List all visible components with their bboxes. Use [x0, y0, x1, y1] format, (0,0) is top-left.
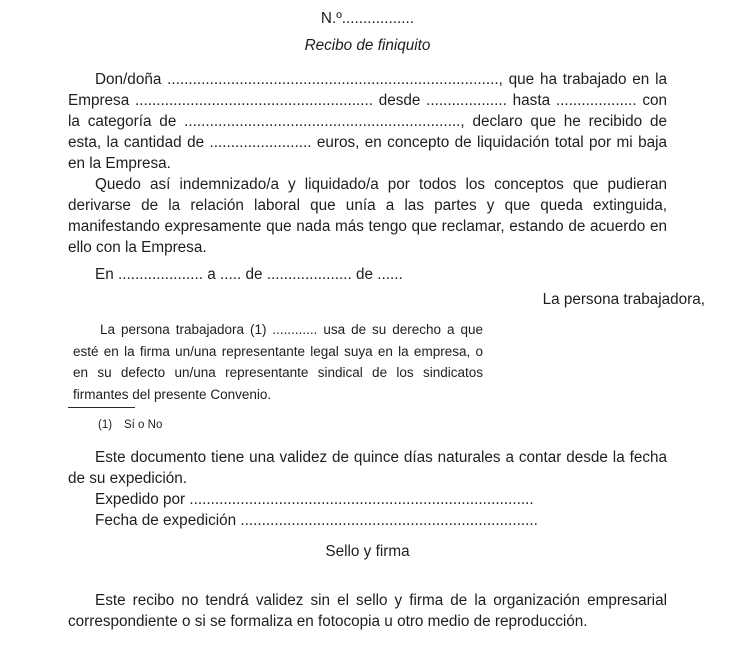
signer-label: La persona trabajadora,	[542, 291, 705, 308]
validity-paragraph: Este documento tiene una validez de quince días naturales a contar desde la fecha de su expedición.	[68, 449, 667, 487]
intro-paragraph: Don/doña .............................................................................., que ha trabajado en la Empresa ........................................................ desde ................... hasta ................... con la categoría de ................................................................., declaro que he recibido de esta, la cantidad de ........................ euros, en concepto de liquidación total por mi baja en la Empresa.	[68, 71, 667, 172]
representative-note: La persona trabajadora (1) ............ usa de su derecho a que esté en la firma un/una representante legal suya en la empresa, o en su defecto un/una representante sindical de los sindicatos firmantes del presente Convenio.	[73, 322, 483, 402]
footnote-marker: (1)	[98, 419, 113, 431]
document-number-line: N.º.................	[320, 10, 415, 27]
footnote-separator-rule	[68, 407, 135, 408]
settlement-paragraph: Quedo así indemnizado/a y liquidado/a por todos los conceptos que pudieran derivarse de la relación laboral que unía a las partes y que queda extinguida, manifestando expresamente que nada más tengo que reclamar, estando de acuerdo en ello con la Empresa.	[68, 176, 667, 256]
seal-heading: Sello y firma	[325, 543, 410, 560]
warning-paragraph: Este recibo no tendrá validez sin el sello y firma de la organización empresarial correspondiente o si se formaliza en fotocopia u otro medio de reproducción.	[68, 592, 667, 630]
issued-by-line: Expedido por .................................................................................	[95, 491, 534, 508]
place-date-line: En .................... a ..... de .................... de ......	[95, 266, 403, 283]
footnote	[68, 418, 667, 432]
footnote-text: Sí o No	[124, 419, 163, 431]
document-title: Recibo de finiquito	[304, 37, 431, 54]
issue-date-line: Fecha de expedición ......................................................................	[95, 512, 538, 529]
